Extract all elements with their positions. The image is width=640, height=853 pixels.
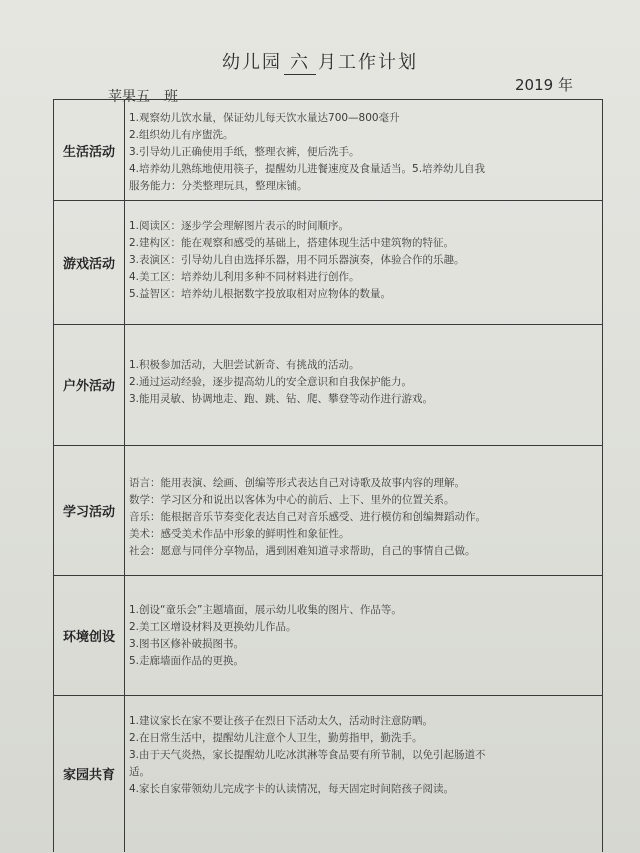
row-content bbox=[129, 218, 598, 303]
content-line: 3.由于天气炎热，家长提醒幼儿吃冰淇淋等食品要有所节制，以免引起肠道不 bbox=[129, 749, 486, 761]
row-label: 户外活动 bbox=[62, 379, 115, 394]
content-line: 2.在日常生活中，提醒幼儿注意个人卫生，勤剪指甲，勤洗手。 bbox=[129, 732, 423, 744]
content-line: 适。 bbox=[129, 766, 150, 778]
plan-row-learning bbox=[54, 445, 602, 576]
content-line: 音乐：能根据音乐节奏变化表达自己对音乐感受、进行模仿和创编舞蹈动作。 bbox=[129, 511, 486, 523]
content-line: 数学：学习区分和说出以客体为中心的前后、上下、里外的位置关系。 bbox=[129, 494, 455, 506]
content-line: 5.走廊墙面作品的更换。 bbox=[129, 655, 245, 667]
content-line: 4.培养幼儿熟练地使用筷子，提醒幼儿进餐速度及食量适当。5.培养幼儿自我 bbox=[129, 163, 486, 175]
plan-row-outdoor bbox=[54, 324, 602, 446]
content-line: 2.通过运动经验，逐步提高幼儿的安全意识和自我保护能力。 bbox=[129, 376, 413, 388]
plan-row-environment bbox=[54, 575, 602, 696]
content-line: 2.美工区增设材料及更换幼儿作品。 bbox=[129, 621, 297, 633]
row-content bbox=[129, 357, 598, 408]
content-line: 3.能用灵敏、协调地走、跑、跳、钻、爬、攀登等动作进行游戏。 bbox=[129, 393, 434, 405]
page-title bbox=[0, 48, 640, 75]
content-line: 1.观察幼儿饮水量，保证幼儿每天饮水量达700—800毫升 bbox=[129, 112, 400, 124]
content-line: 1.阅读区：逐步学会理解图片表示的时间顺序。 bbox=[129, 220, 350, 232]
row-label: 家园共育 bbox=[62, 768, 115, 783]
row-label: 游戏活动 bbox=[62, 256, 115, 272]
content-line: 5.益智区：培养幼儿根据数字投放取相对应物体的数量。 bbox=[129, 288, 392, 300]
year-label: 2019 年 bbox=[515, 76, 573, 94]
row-content bbox=[129, 475, 598, 560]
plan-row-life bbox=[54, 100, 602, 201]
content-line: 3.图书区修补破损图书。 bbox=[129, 638, 245, 650]
plan-table bbox=[53, 99, 603, 852]
row-content bbox=[129, 110, 598, 195]
content-line: 服务能力：分类整理玩具，整理床铺。 bbox=[129, 180, 308, 192]
content-line: 2.组织幼儿有序盥洗。 bbox=[129, 129, 234, 141]
row-label: 学习活动 bbox=[62, 504, 115, 520]
row-label: 生活活动 bbox=[62, 144, 115, 160]
content-line: 1.创设“童乐会”主题墙面，展示幼儿收集的图片、作品等。 bbox=[129, 604, 402, 616]
content-line: 语言：能用表演、绘画、创编等形式表达自己对诗歌及故事内容的理解。 bbox=[129, 477, 465, 489]
row-content bbox=[129, 713, 598, 798]
content-line: 美术：感受美术作品中形象的鲜明性和象征性。 bbox=[129, 528, 350, 540]
plan-row-home-school bbox=[54, 695, 602, 852]
content-line: 3.表演区：引导幼儿自由选择乐器，用不同乐器演奏，体验合作的乐趣。 bbox=[129, 254, 465, 266]
title-prefix: 幼儿园 bbox=[222, 52, 282, 73]
content-line: 4.美工区：培养幼儿利用多种不同材料进行创作。 bbox=[129, 271, 360, 283]
content-line: 3.引导幼儿正确使用手纸，整理衣裤，便后洗手。 bbox=[129, 146, 360, 158]
content-line: 社会：愿意与同伴分享物品，遇到困难知道寻求帮助，自己的事情自己做。 bbox=[129, 545, 476, 557]
row-label: 环境创设 bbox=[62, 629, 115, 645]
content-line: 4.家长自家带领幼儿完成字卡的认读情况，每天固定时间陪孩子阅读。 bbox=[129, 783, 455, 795]
title-month: 六 bbox=[284, 48, 316, 75]
plan-row-games bbox=[54, 200, 602, 325]
title-suffix: 月工作计划 bbox=[318, 52, 418, 73]
content-line: 1.建议家长在家不要让孩子在烈日下活动太久，活动时注意防晒。 bbox=[129, 715, 434, 727]
row-content bbox=[129, 602, 598, 670]
class-name: 苹果五 班 bbox=[108, 89, 178, 105]
content-line: 2.建构区：能在观察和感受的基础上，搭建体现生活中建筑物的特征。 bbox=[129, 237, 455, 249]
content-line: 1.积极参加活动，大胆尝试新奇、有挑战的活动。 bbox=[129, 359, 360, 371]
